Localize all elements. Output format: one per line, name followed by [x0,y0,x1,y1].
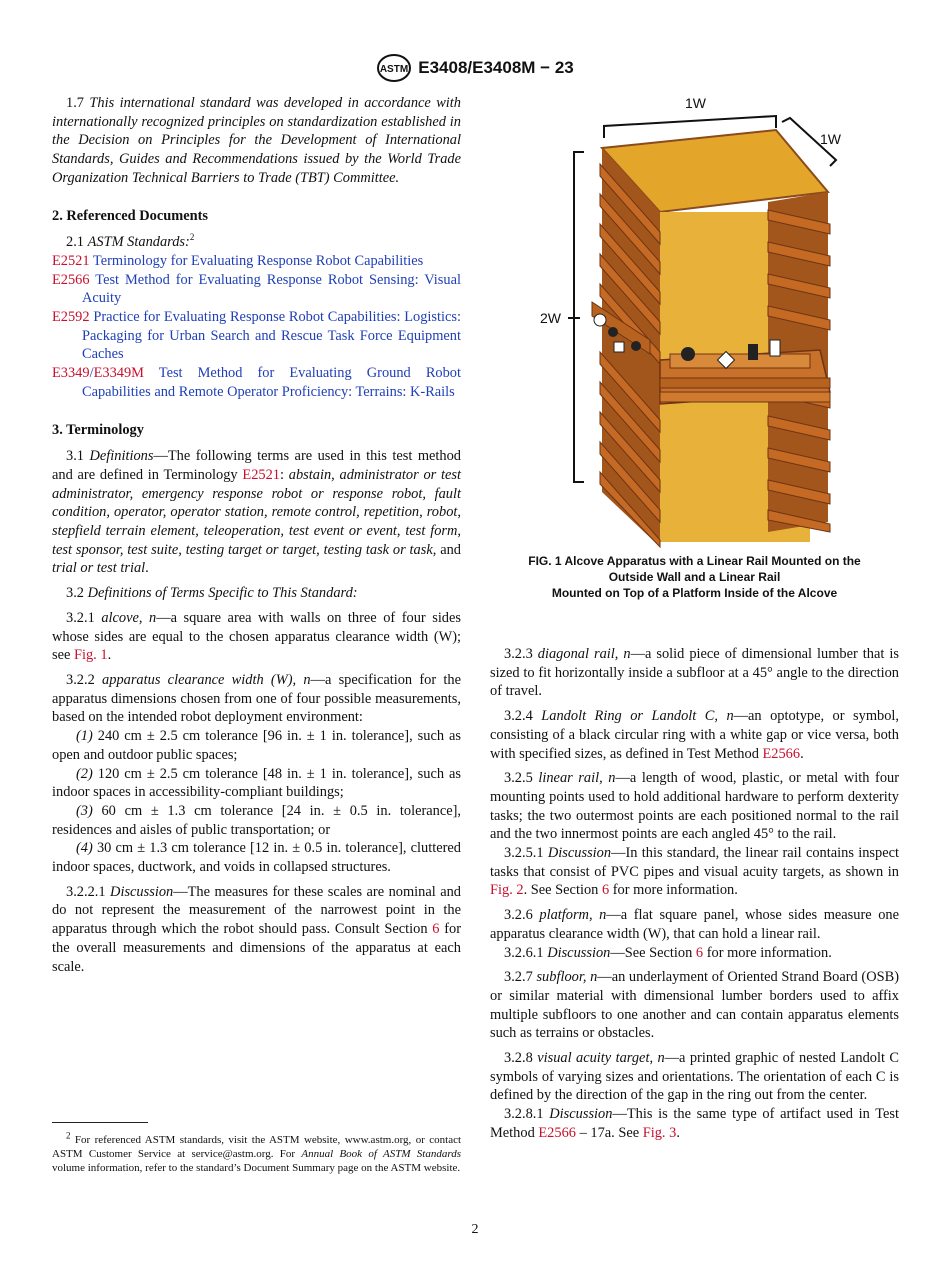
section-text: —The measures for these scales are nominal and do not represent the measurement of the narrowest point in the apparatus through which the robot should pass. Consult Section [52,883,461,938]
section-number: 3.2.7 [504,969,533,986]
scale-item [52,802,461,839]
section-label: Discussion [547,944,611,961]
section-1-7 [52,94,461,188]
figure-link[interactable]: Fig. 1 [73,647,108,664]
alcove-apparatus-illustration [520,92,860,552]
section-number: 3.2.8.1 [504,1106,544,1123]
section-3-1: 3.1 Definitions—The following terms are used in this test method and are defined in Terminology E2521: abstain, administrator or test administrator, emergency response robot or response robot, fault condition, operator, operator station, remote control, repetition, robot, stepfield terrain element, teleoperation, test event or event, test form, test sponsor, test suite, testing target or target, testing task or task, and trial or test trial. [52,448,462,577]
section-3-2-6-1 [490,944,899,963]
reference-item [52,308,461,364]
definition: —a flat square panel, whose sides measure one apparatus clearance width (W), that can hold a linear rail. [490,907,899,942]
section-label: Discussion [547,845,612,862]
section-number: 1.7 [66,95,84,111]
section-label: Definitions of Terms Specific to This Standard: [87,585,358,602]
svg-text:ASTM: ASTM [380,64,409,75]
section-2-heading: 2. Referenced Documents [52,207,208,224]
slash: / [89,365,94,382]
scale-text: 30 cm ± 1.3 cm tolerance [12 in. ± 0.5 in. tolerance], cluttered indoor spaces, ductwork, and voids in collapsed structures. [52,840,461,876]
scale-item [52,765,461,802]
reference-code-link[interactable]: E3349 [52,365,90,382]
right-column [490,645,899,1149]
section-3-2-8-1 [490,1105,899,1142]
section-number: 3.1 [66,448,84,465]
term-list: abstain, administrator or test administrator, emergency response robot or response robot, fault condition, operator, operator station, remote control, repetition, robot, stepfield terrain element, teleoperation, test event or event, test form, test sponsor, test suite, testing target or target, testing task or task, [52,466,462,558]
definition: —an optotype, or symbol, consisting of a black circular ring with a white gap or vice versa, both with specified sizes, as defined in Test Method [490,708,900,762]
width-label: 1W [685,95,706,111]
page-header [0,50,950,86]
reference-title-link[interactable]: Test Method for Evaluating Response Robot Sensing: Visual Acuity [82,271,461,307]
caption-line: Mounted on Top of a Platform Inside of the Alcove [551,586,838,600]
section-number: 3.2.5.1 [504,845,544,862]
section-3-2-2 [52,671,461,727]
reference-code-link[interactable]: E2592 [52,309,90,326]
section-text: This international standard was developed in accordance with internationally recognized principles on standardization established in the Decision on Principles for the Development of International Standards, Guides and Recommendations issued by the World Trade Organization Technical Barriers to Trade (TBT) Committee. [52,95,461,186]
section-3-2 [52,584,461,603]
definition: —a square area with walls on three of four sides whose sides are equal to the chosen apparatus clearance width (W); see [52,609,461,664]
left-wall [600,148,660,547]
footnote-rule [52,1122,148,1123]
definition: —a length of wood, plastic, or metal with four mounting points used to hold additional hardware to perform dexterity tasks; the two outermost points are each positioned normal to the rail and the two innermost points are each angled 45° to the rail. [490,770,900,843]
reference-item [52,252,461,271]
section-number: 3.2 [66,585,84,602]
section-text: —See Section [610,944,693,961]
footnote-italic: Annual Book of ASTM Standards [301,1148,462,1161]
reference-title-link[interactable]: Terminology for Evaluating Response Robot Capabilities [92,252,424,269]
definition: —a solid piece of dimensional lumber that is sized to fit horizontally inside a subfloor at a 45° angle to the direction of travel. [490,646,899,700]
footnote-text: volume information, refer to the standard’s Document Summary page on the ASTM website. [52,1162,461,1175]
scale-text: 240 cm ± 2.5 cm tolerance [96 in. ± 1 in. tolerance], such as open and outdoor public spaces; [52,728,461,763]
section-text: —This is the same type of artifact used in Test Method [490,1106,899,1141]
reference-title-link[interactable]: Test Method for Evaluating Ground Robot Capabilities and Remote Operator Proficiency: Terrains: K-Rails [82,365,461,400]
section-3-heading: 3. Terminology [52,421,144,438]
section-link[interactable]: 6 [601,882,610,899]
height-label: 2W [540,310,561,326]
reference-title-link[interactable]: Practice for Evaluating Response Robot Capabilities: Logistics: Packaging for Urban Search and Rescue Task Force Equipment Caches [82,309,461,363]
section-number: 3.2.3 [504,646,533,662]
term-list-last: trial or test trial [52,560,146,577]
section-label: Definitions [89,448,154,465]
section-text: – 17a. See [579,1124,640,1141]
term: apparatus clearance width (W), n [102,671,311,688]
astm-logo-icon [376,53,412,83]
section-3-2-5 [490,769,899,844]
footnote-marker: 2 [66,1130,71,1141]
astm-standards-label: ASTM Standards: [87,234,190,251]
reference-code-link[interactable]: E2566 [52,271,90,288]
caption-line: FIG. 1 Alcove Apparatus with a Linear Rail Mounted on the [528,554,861,568]
scale-item [52,727,461,764]
section-2-1 [52,233,461,252]
footnote-marker: 2 [189,232,195,243]
scale-text: 60 cm ± 1.3 cm tolerance [24 in. ± 0.5 in. tolerance], residences and aisles of public transportation; or [52,802,461,838]
term: linear rail, n [538,770,616,787]
section-text: for the overall measurements and dimensions of the apparatus at each scale. [52,921,461,975]
section-3-2-1: 3.2.1 alcove, n—a square area with walls on three of four sides whose sides are equal to the chosen apparatus clearance width (W); see Fig. 1. [52,609,461,664]
reference-code-link[interactable]: E3349M [93,365,144,382]
section-3-2-3 [490,645,899,701]
section-text: —The following terms are used in this test method and are defined in Terminology [52,448,461,483]
footnote [52,1130,462,1176]
section-3-2-4: 3.2.4 Landolt Ring or Landolt C, n—an optotype, or symbol, consisting of a black circular ring with a white gap or vice versa, both with specified sizes, as defined in Test Method E2566. [490,708,900,762]
reference-code-link[interactable]: E2521 [52,252,90,269]
section-3-2-8 [490,1049,899,1105]
section-text: for more information. [612,882,738,899]
left-column [52,94,461,982]
scale-number: (4) [76,840,93,857]
section-number: 3.2.5 [504,770,533,787]
term: subfloor, n [536,969,598,986]
conjunction: and [440,541,461,558]
reference-link[interactable]: E2521 [242,466,280,483]
definition: —a printed graphic of nested Landolt C symbols of varying sizes and orientations. The orientation of each C is defined by the direction of the gap in the ring out from the center. [490,1050,899,1104]
page-number: 2 [471,1222,479,1237]
section-label: Discussion [549,1106,613,1123]
depth-label: 1W [820,131,841,147]
section-text: . [676,1124,680,1141]
figure-1 [520,92,860,552]
section-text: . See Section [523,882,599,899]
section-link[interactable]: 6 [695,944,704,961]
section-3-2-5-1 [490,844,899,900]
section-number: 3.2.4 [504,708,533,725]
term: alcove, n [101,609,157,626]
section-number: 3.2.2.1 [66,883,106,900]
reference-item [52,364,461,401]
footnote-text: For referenced ASTM standards, visit the ASTM website, www.astm.org, or contact ASTM Customer Service at service@astm.org. For [52,1134,462,1161]
term: platform, n [539,907,607,924]
section-number: 3.2.6.1 [504,944,544,961]
section-number: 3.2.2 [66,671,95,688]
section-label: Discussion [110,883,174,900]
figure-link[interactable]: Fig. 3 [642,1124,677,1141]
section-number: 3.2.1 [66,609,95,626]
section-3-2-6 [490,906,899,943]
section-number: 3.2.8 [504,1050,533,1067]
reference-link[interactable]: E2566 [762,745,801,762]
definition: —an underlayment of Oriented Strand Board (OSB) or similar material with dimensional lumber borders used to affix multiple subfloors to one another and can contain apparatus elements such as terrains or obstacles. [490,969,899,1042]
reference-item [52,271,461,308]
scale-number: (2) [76,765,93,782]
section-link[interactable]: 6 [432,921,440,938]
figure-link[interactable]: Fig. 2 [490,882,524,899]
figure-caption [490,553,899,601]
caption-line: Outside Wall and a Linear Rail [608,570,781,584]
definition: —a specification for the apparatus dimensions chosen from one of four possible measurements, based on the intended robot deployment environment: [52,671,461,726]
scale-item [52,839,461,876]
section-text: —In this standard, the linear rail contains inspect tasks that consist of PVC pipes and visual acuity targets, as shown in [490,845,899,880]
term: Landolt Ring or Landolt C, n [541,708,734,725]
scale-text: 120 cm ± 2.5 cm tolerance [48 in. ± 1 in. tolerance], such as indoor spaces in accessibility-compliant buildings; [52,765,461,801]
section-number: 3.2.6 [504,907,533,924]
section-number: 2.1 [66,234,84,251]
scale-number: (1) [76,728,93,745]
section-3-2-7 [490,968,899,1043]
scale-number: (3) [76,802,93,819]
section-3-2-2-1 [52,883,461,977]
document-designation: E3408/E3408M − 23 [418,58,574,77]
reference-link[interactable]: E2566 [538,1124,576,1141]
term: diagonal rail, n [537,646,631,662]
term: visual acuity target, n [537,1050,665,1067]
section-text: for more information. [706,944,832,961]
